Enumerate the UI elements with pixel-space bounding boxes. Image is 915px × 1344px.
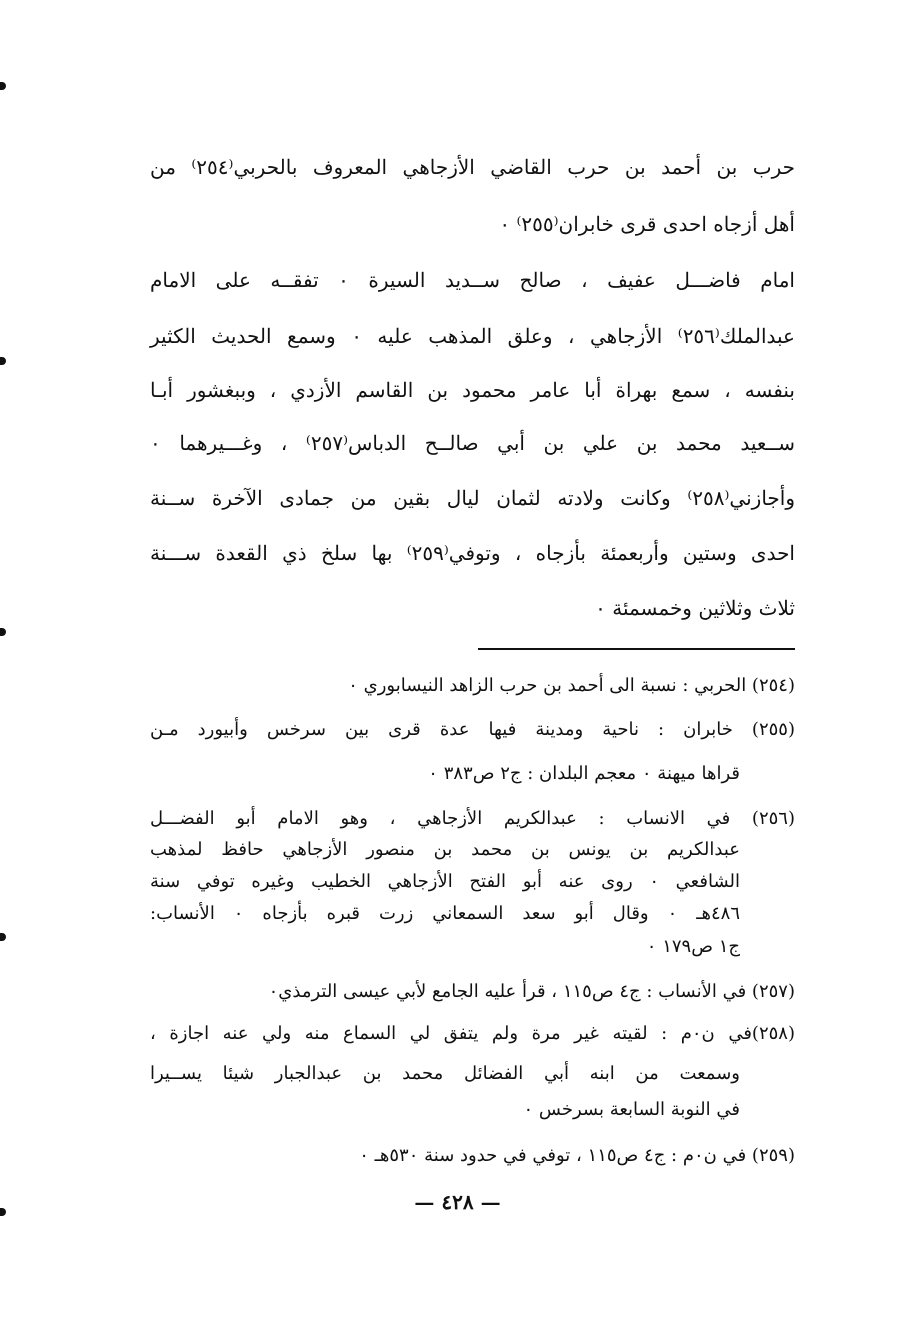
scan-edge-mark (0, 628, 6, 636)
text-line: أهل أزجاه احدى قرى خابران⁽٢٥٥⁾ ٠ (499, 212, 795, 236)
text-line: وأجازني⁽٢٥٨⁾ وكانت ولادته لثمان ليال بقين من جمادى الآخرة ســنة (150, 486, 795, 510)
text-line: ثلاث وثلاثين وخمسمئة ٠ (595, 596, 795, 620)
scan-edge-mark (0, 82, 6, 90)
footnote-259: (٢٥٩) في ن٠م : ج٤ ص١١٥ ، توفي في حدود سنة ٥٣٠هـ ٠ (359, 1145, 795, 1166)
footnote-256-cont: الشافعي ٠ روى عنه أبو الفتح الأزجاهي الخطيب وغيره توفي سنة (150, 871, 740, 892)
text-line: ســعيد محمد بن علي بن أبي صالــح الدباس⁽٢٥٧⁾ ، وغـــيرهما ٠ (150, 431, 795, 455)
footnote-258-cont: وسمعت من ابنه أبي الفضائل محمد بن عبدالجبار شيئا يســيرا (150, 1063, 740, 1084)
text-line: امام فاضـــل عفيف ، صالح ســديد السيرة ٠ تفقــه على الامام (150, 268, 795, 292)
footnote-257: (٢٥٧) في الأنساب : ج٤ ص١١٥ ، قرأ عليه الجامع لأبي عيسى الترمذي٠ (268, 981, 795, 1002)
text-line: بنفسه ، سمع بهراة أبا عامر محمود بن القاسم الأزدي ، وببغشور أبـا (150, 378, 795, 402)
scan-edge-mark (0, 933, 6, 941)
footnote-258-cont: في النوبة السابعة بسرخس ٠ (523, 1099, 740, 1120)
text-line: عبدالملك⁽٢٥٦⁾ الأزجاهي ، وعلق المذهب عليه ٠ وسمع الحديث الكثير (150, 324, 795, 348)
footnote-258: (٢٥٨)في ن٠م : لقيته غير مرة ولم يتفق لي السماع منه ولي عنه اجازة ، (150, 1023, 795, 1044)
footnote-divider (478, 648, 795, 650)
footnote-255: (٢٥٥) خابران : ناحية ومدينة فيها عدة قرى بين سرخس وأبيورد مـن (150, 719, 795, 740)
footnote-256-cont: ٤٨٦هـ ٠ وقال أبو سعد السمعاني زرت قبره بأزجاه ٠ الأنساب: (150, 903, 740, 924)
footnote-256-cont: عبدالكريم بن يونس بن محمد بن منصور الأزجاهي حافظ لمذهب (150, 839, 740, 860)
text-line: احدى وستين وأربعمئة بأزجاه ، وتوفي⁽٢٥٩⁾ بها سلخ ذي القعدة ســـنة (150, 541, 795, 565)
scan-edge-mark (0, 357, 6, 365)
page-number: — ٤٢٨ — (414, 1190, 501, 1214)
footnote-256: (٢٥٦) في الانساب : عبدالكريم الأزجاهي ، وهو الامام أبو الفضـــل (150, 808, 795, 829)
footnote-256-cont: ج١ ص١٧٩ ٠ (646, 936, 740, 957)
footnote-254: (٢٥٤) الحربي : نسبة الى أحمد بن حرب الزاهد النيسابوري ٠ (348, 675, 795, 696)
text-line: حرب بن أحمد بن حرب القاضي الأزجاهي المعروف بالحربي⁽٢٥٤⁾ من (150, 155, 795, 179)
footnote-255-cont: قراها ميهنة ٠ معجم البلدان : ج٢ ص٣٨٣ ٠ (428, 763, 740, 784)
